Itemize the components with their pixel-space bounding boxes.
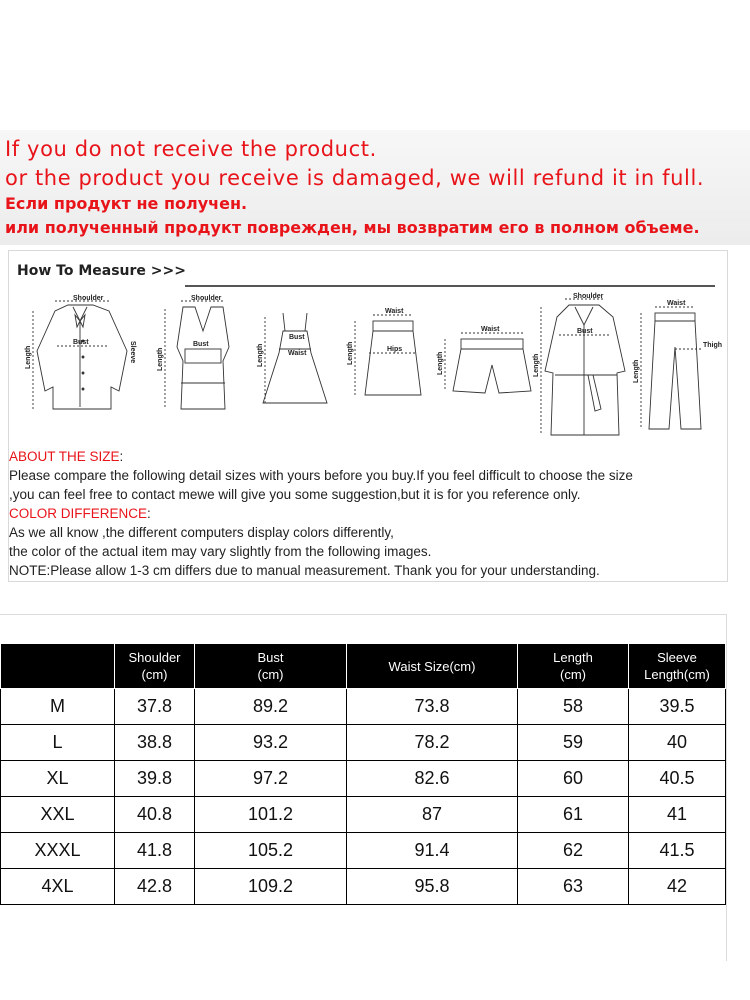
bust-label-3: Bust bbox=[289, 334, 305, 341]
header-size bbox=[1, 644, 115, 689]
size-table-header bbox=[1, 644, 726, 689]
table-row bbox=[1, 725, 726, 761]
trench-coat-diagram-icon bbox=[533, 293, 625, 435]
size-table bbox=[0, 643, 726, 905]
table-row bbox=[1, 761, 726, 797]
length-cell: 58 bbox=[518, 689, 629, 725]
length-label-7: Length bbox=[633, 359, 640, 383]
waist-label-1: Waist bbox=[288, 350, 307, 357]
length-label-5: Length bbox=[437, 351, 444, 375]
length-label-4: Length bbox=[347, 341, 354, 365]
length-cell: 59 bbox=[518, 725, 629, 761]
bust-cell: 109.2 bbox=[195, 869, 347, 905]
sleeve-cell: 41 bbox=[629, 797, 726, 833]
shoulder-cell: 42.8 bbox=[115, 869, 195, 905]
waist-cell: 82.6 bbox=[347, 761, 518, 797]
size-cell: XXL bbox=[1, 797, 115, 833]
length-cell: 62 bbox=[518, 833, 629, 869]
waist-label-4: Waist bbox=[667, 300, 686, 307]
table-row bbox=[1, 833, 726, 869]
size-table-section bbox=[0, 614, 727, 961]
size-cell: 4XL bbox=[1, 869, 115, 905]
thigh-label: Thigh bbox=[703, 342, 723, 349]
header-sleeve: Sleeve Length(cm) bbox=[629, 644, 726, 689]
waist-cell: 78.2 bbox=[347, 725, 518, 761]
length-cell: 60 bbox=[518, 761, 629, 797]
about-size-line-1: Please compare the following detail sizes with yours before you buy.If you feel difficult to choose the size bbox=[9, 468, 633, 483]
length-label-2: Length bbox=[157, 347, 164, 371]
size-cell: XL bbox=[1, 761, 115, 797]
refund-line-3-ru: Если продукт не получен. bbox=[5, 194, 248, 213]
bust-label-2: Bust bbox=[193, 341, 209, 348]
how-to-measure-card bbox=[8, 250, 728, 582]
table-row bbox=[1, 869, 726, 905]
shoulder-label-1: Shoulder bbox=[73, 295, 104, 302]
shoulder-label-2: Shoulder bbox=[191, 295, 222, 302]
header-bust: Bust (cm) bbox=[195, 644, 347, 689]
bust-label-4: Bust bbox=[577, 328, 593, 335]
sleeve-cell: 40.5 bbox=[629, 761, 726, 797]
header-length: Length (cm) bbox=[518, 644, 629, 689]
table-row bbox=[1, 797, 726, 833]
waist-cell: 73.8 bbox=[347, 689, 518, 725]
hips-label: Hips bbox=[387, 346, 403, 353]
color-difference-line-2: the color of the actual item may vary slightly from the following images. bbox=[9, 544, 432, 559]
shorts-diagram-icon bbox=[437, 326, 531, 393]
header-shoulder: Shoulder (cm) bbox=[115, 644, 195, 689]
waist-cell: 95.8 bbox=[347, 869, 518, 905]
tank-top-diagram-icon bbox=[157, 295, 229, 409]
measurement-diagrams bbox=[13, 291, 723, 441]
measurement-note: NOTE:Please allow 1-3 cm differs due to manual measurement. Thank you for your understanding. bbox=[9, 563, 600, 578]
waist-label-2: Waist bbox=[385, 308, 404, 315]
shoulder-cell: 39.8 bbox=[115, 761, 195, 797]
about-size-line-2: ,you can feel free to contact mewe will give you some suggestion,but it is for you reference only. bbox=[9, 487, 581, 502]
bust-cell: 93.2 bbox=[195, 725, 347, 761]
shoulder-label-3: Shoulder bbox=[573, 293, 604, 300]
waist-label-3: Waist bbox=[481, 326, 500, 333]
trousers-diagram-icon bbox=[633, 300, 722, 429]
shoulder-cell: 37.8 bbox=[115, 689, 195, 725]
shoulder-cell: 38.8 bbox=[115, 725, 195, 761]
bust-cell: 105.2 bbox=[195, 833, 347, 869]
refund-line-4-ru: или полученный продукт поврежден, мы возвратим его в полном объеме. bbox=[5, 218, 700, 237]
length-label-6: Length bbox=[533, 353, 540, 377]
size-cell: XXXL bbox=[1, 833, 115, 869]
bust-cell: 97.2 bbox=[195, 761, 347, 797]
sleeve-cell: 42 bbox=[629, 869, 726, 905]
bust-cell: 89.2 bbox=[195, 689, 347, 725]
length-cell: 63 bbox=[518, 869, 629, 905]
refund-line-2: or the product you receive is damaged, we will refund it in full. bbox=[5, 166, 705, 190]
color-difference-title: COLOR DIFFERENCE: bbox=[9, 506, 151, 521]
refund-banner bbox=[0, 130, 750, 245]
shirt-diagram-icon bbox=[25, 295, 136, 409]
header-waist: Waist Size(cm) bbox=[347, 644, 518, 689]
about-size-title: ABOUT THE SIZE: bbox=[9, 449, 124, 464]
bust-label-1: Bust bbox=[73, 339, 89, 346]
how-to-measure-heading: How To Measure >>> bbox=[17, 263, 186, 279]
shoulder-cell: 40.8 bbox=[115, 797, 195, 833]
sleeve-cell: 40 bbox=[629, 725, 726, 761]
sleeve-label: Sleeve bbox=[129, 341, 136, 364]
shoulder-cell: 41.8 bbox=[115, 833, 195, 869]
size-notes bbox=[9, 447, 727, 580]
sleeve-cell: 39.5 bbox=[629, 689, 726, 725]
table-row bbox=[1, 689, 726, 725]
waist-cell: 87 bbox=[347, 797, 518, 833]
length-cell: 61 bbox=[518, 797, 629, 833]
length-label-3: Length bbox=[257, 343, 264, 367]
refund-line-1: If you do not receive the product. bbox=[5, 137, 377, 161]
skirt-diagram-icon bbox=[347, 308, 421, 395]
heading-divider bbox=[185, 285, 715, 287]
color-difference-line-1: As we all know ,the different computers display colors differently, bbox=[9, 525, 394, 540]
size-cell: L bbox=[1, 725, 115, 761]
sleeve-cell: 41.5 bbox=[629, 833, 726, 869]
length-label-1: Length bbox=[25, 345, 32, 369]
size-cell: M bbox=[1, 689, 115, 725]
waist-cell: 91.4 bbox=[347, 833, 518, 869]
strap-dress-diagram-icon bbox=[257, 313, 327, 403]
bust-cell: 101.2 bbox=[195, 797, 347, 833]
